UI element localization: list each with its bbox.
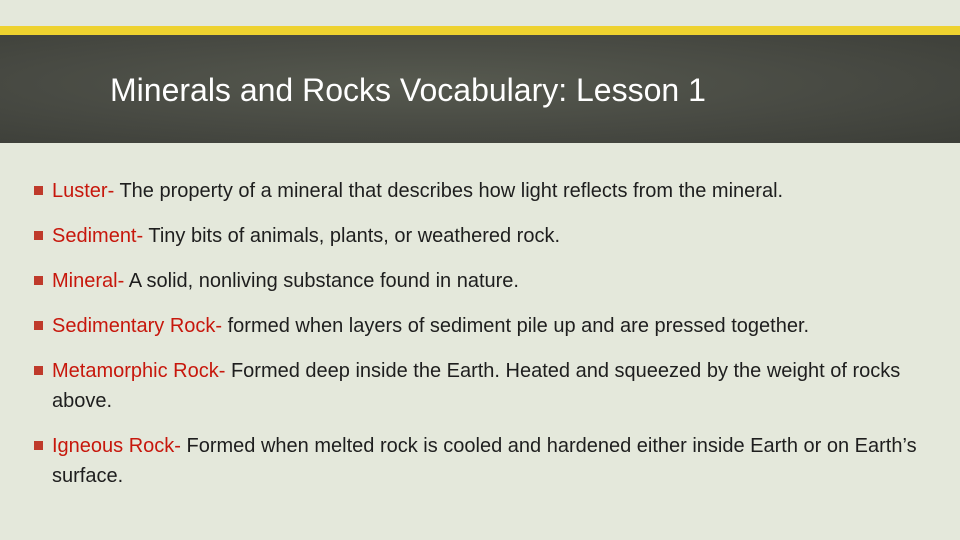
square-bullet-icon (34, 276, 43, 285)
vocabulary-definition: Tiny bits of animals, plants, or weathered rock. (143, 225, 561, 247)
vocabulary-term: Sediment- (52, 225, 144, 247)
vocabulary-item-metamorphic-rock (34, 356, 934, 416)
vocabulary-term: Sedimentary Rock- (52, 315, 223, 337)
vocabulary-item-mineral (34, 266, 934, 296)
vocabulary-definition: Formed deep inside the Earth. Heated and squeezed by the weight of rocks above. (52, 360, 901, 412)
vocabulary-item-sediment (34, 221, 934, 251)
vocabulary-definition: A solid, nonliving substance found in nature. (124, 270, 519, 292)
vocabulary-definition: The property of a mineral that describes how light reflects from the mineral. (114, 180, 784, 202)
vocabulary-item-igneous-rock (34, 431, 934, 491)
square-bullet-icon (34, 186, 43, 195)
vocabulary-definition: Formed when melted rock is cooled and hardened either inside Earth or on Earth’s surface. (52, 435, 917, 487)
square-bullet-icon (34, 321, 43, 330)
vocabulary-definition: formed when layers of sediment pile up and are pressed together. (222, 315, 810, 337)
vocabulary-term: Luster- (52, 180, 115, 202)
square-bullet-icon (34, 441, 43, 450)
vocabulary-list (34, 176, 934, 506)
accent-stripe (0, 26, 960, 35)
vocabulary-term: Metamorphic Rock- (52, 360, 226, 382)
slide-title: Minerals and Rocks Vocabulary: Lesson 1 (110, 72, 706, 108)
vocabulary-item-sedimentary-rock (34, 311, 934, 341)
vocabulary-item-luster (34, 176, 934, 206)
vocabulary-term: Igneous Rock- (52, 435, 181, 457)
square-bullet-icon (34, 366, 43, 375)
square-bullet-icon (34, 231, 43, 240)
vocabulary-term: Mineral- (52, 270, 125, 292)
